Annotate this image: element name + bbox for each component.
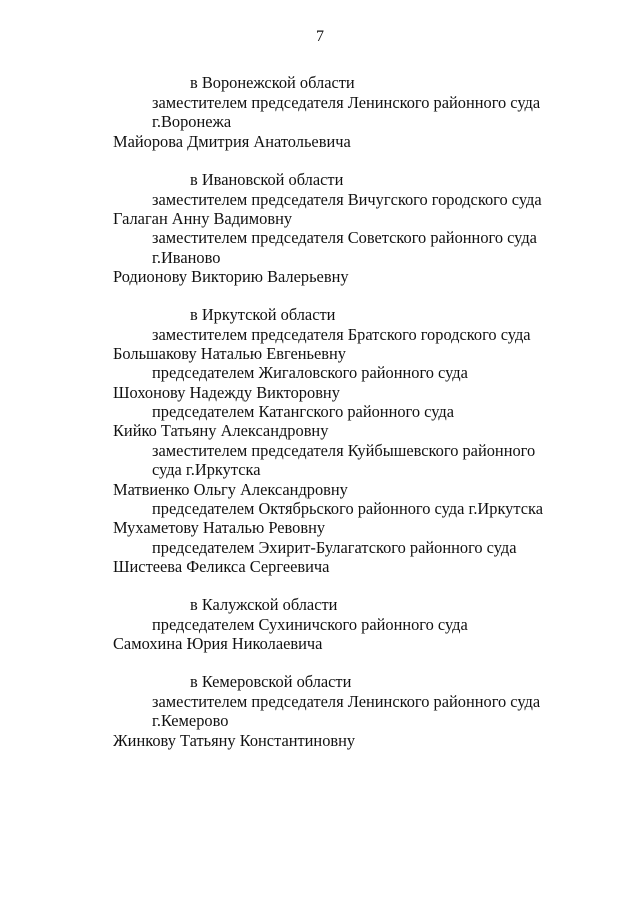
position-line: заместителем председателя Куйбышевского районного <box>152 441 536 460</box>
position-line: председателем Эхирит-Булагатского районного суда <box>152 538 517 557</box>
appointee-name: Большакову Наталью Евгеньевну <box>113 344 346 363</box>
appointee-name: Галаган Анну Вадимовну <box>113 209 293 228</box>
appointee-name: Матвиенко Ольгу Александровну <box>113 480 348 499</box>
region-heading: в Кемеровской области <box>190 672 352 691</box>
region-heading: в Ивановской области <box>190 170 344 189</box>
region-heading: в Иркутской области <box>190 305 336 324</box>
position-line: суда г.Иркутска <box>152 460 261 479</box>
position-line: председателем Сухиничского районного суда <box>152 615 468 634</box>
position-line: заместителем председателя Вичугского городского суда <box>152 190 542 209</box>
position-line: заместителем председателя Советского районного суда <box>152 228 537 247</box>
region-heading: в Воронежской области <box>190 73 355 92</box>
position-line: заместителем председателя Братского городского суда <box>152 325 531 344</box>
page-number: 7 <box>316 28 324 45</box>
region-heading: в Калужской области <box>190 595 338 614</box>
appointee-name: Шистеева Феликса Сергеевича <box>113 557 330 576</box>
appointee-name: Родионову Викторию Валерьевну <box>113 267 349 286</box>
position-line: г.Кемерово <box>152 711 229 730</box>
appointee-name: Мухаметову Наталью Ревовну <box>113 518 326 537</box>
appointee-name: Жинкову Татьяну Константиновну <box>113 731 356 750</box>
appointee-name: Майорова Дмитрия Анатольевича <box>113 132 351 151</box>
appointee-name: Кийко Татьяну Александровну <box>113 421 329 440</box>
appointee-name: Самохина Юрия Николаевича <box>113 634 323 653</box>
position-line: заместителем председателя Ленинского районного суда <box>152 692 541 711</box>
position-line: председателем Жигаловского районного суда <box>152 363 468 382</box>
position-line: заместителем председателя Ленинского районного суда <box>152 93 541 112</box>
position-line: председателем Октябрьского районного суда г.Иркутска <box>152 499 544 518</box>
position-line: г.Иваново <box>152 248 221 267</box>
appointee-name: Шохонову Надежду Викторовну <box>113 383 340 402</box>
position-line: председателем Катангского районного суда <box>152 402 454 421</box>
position-line: г.Воронежа <box>152 112 232 131</box>
